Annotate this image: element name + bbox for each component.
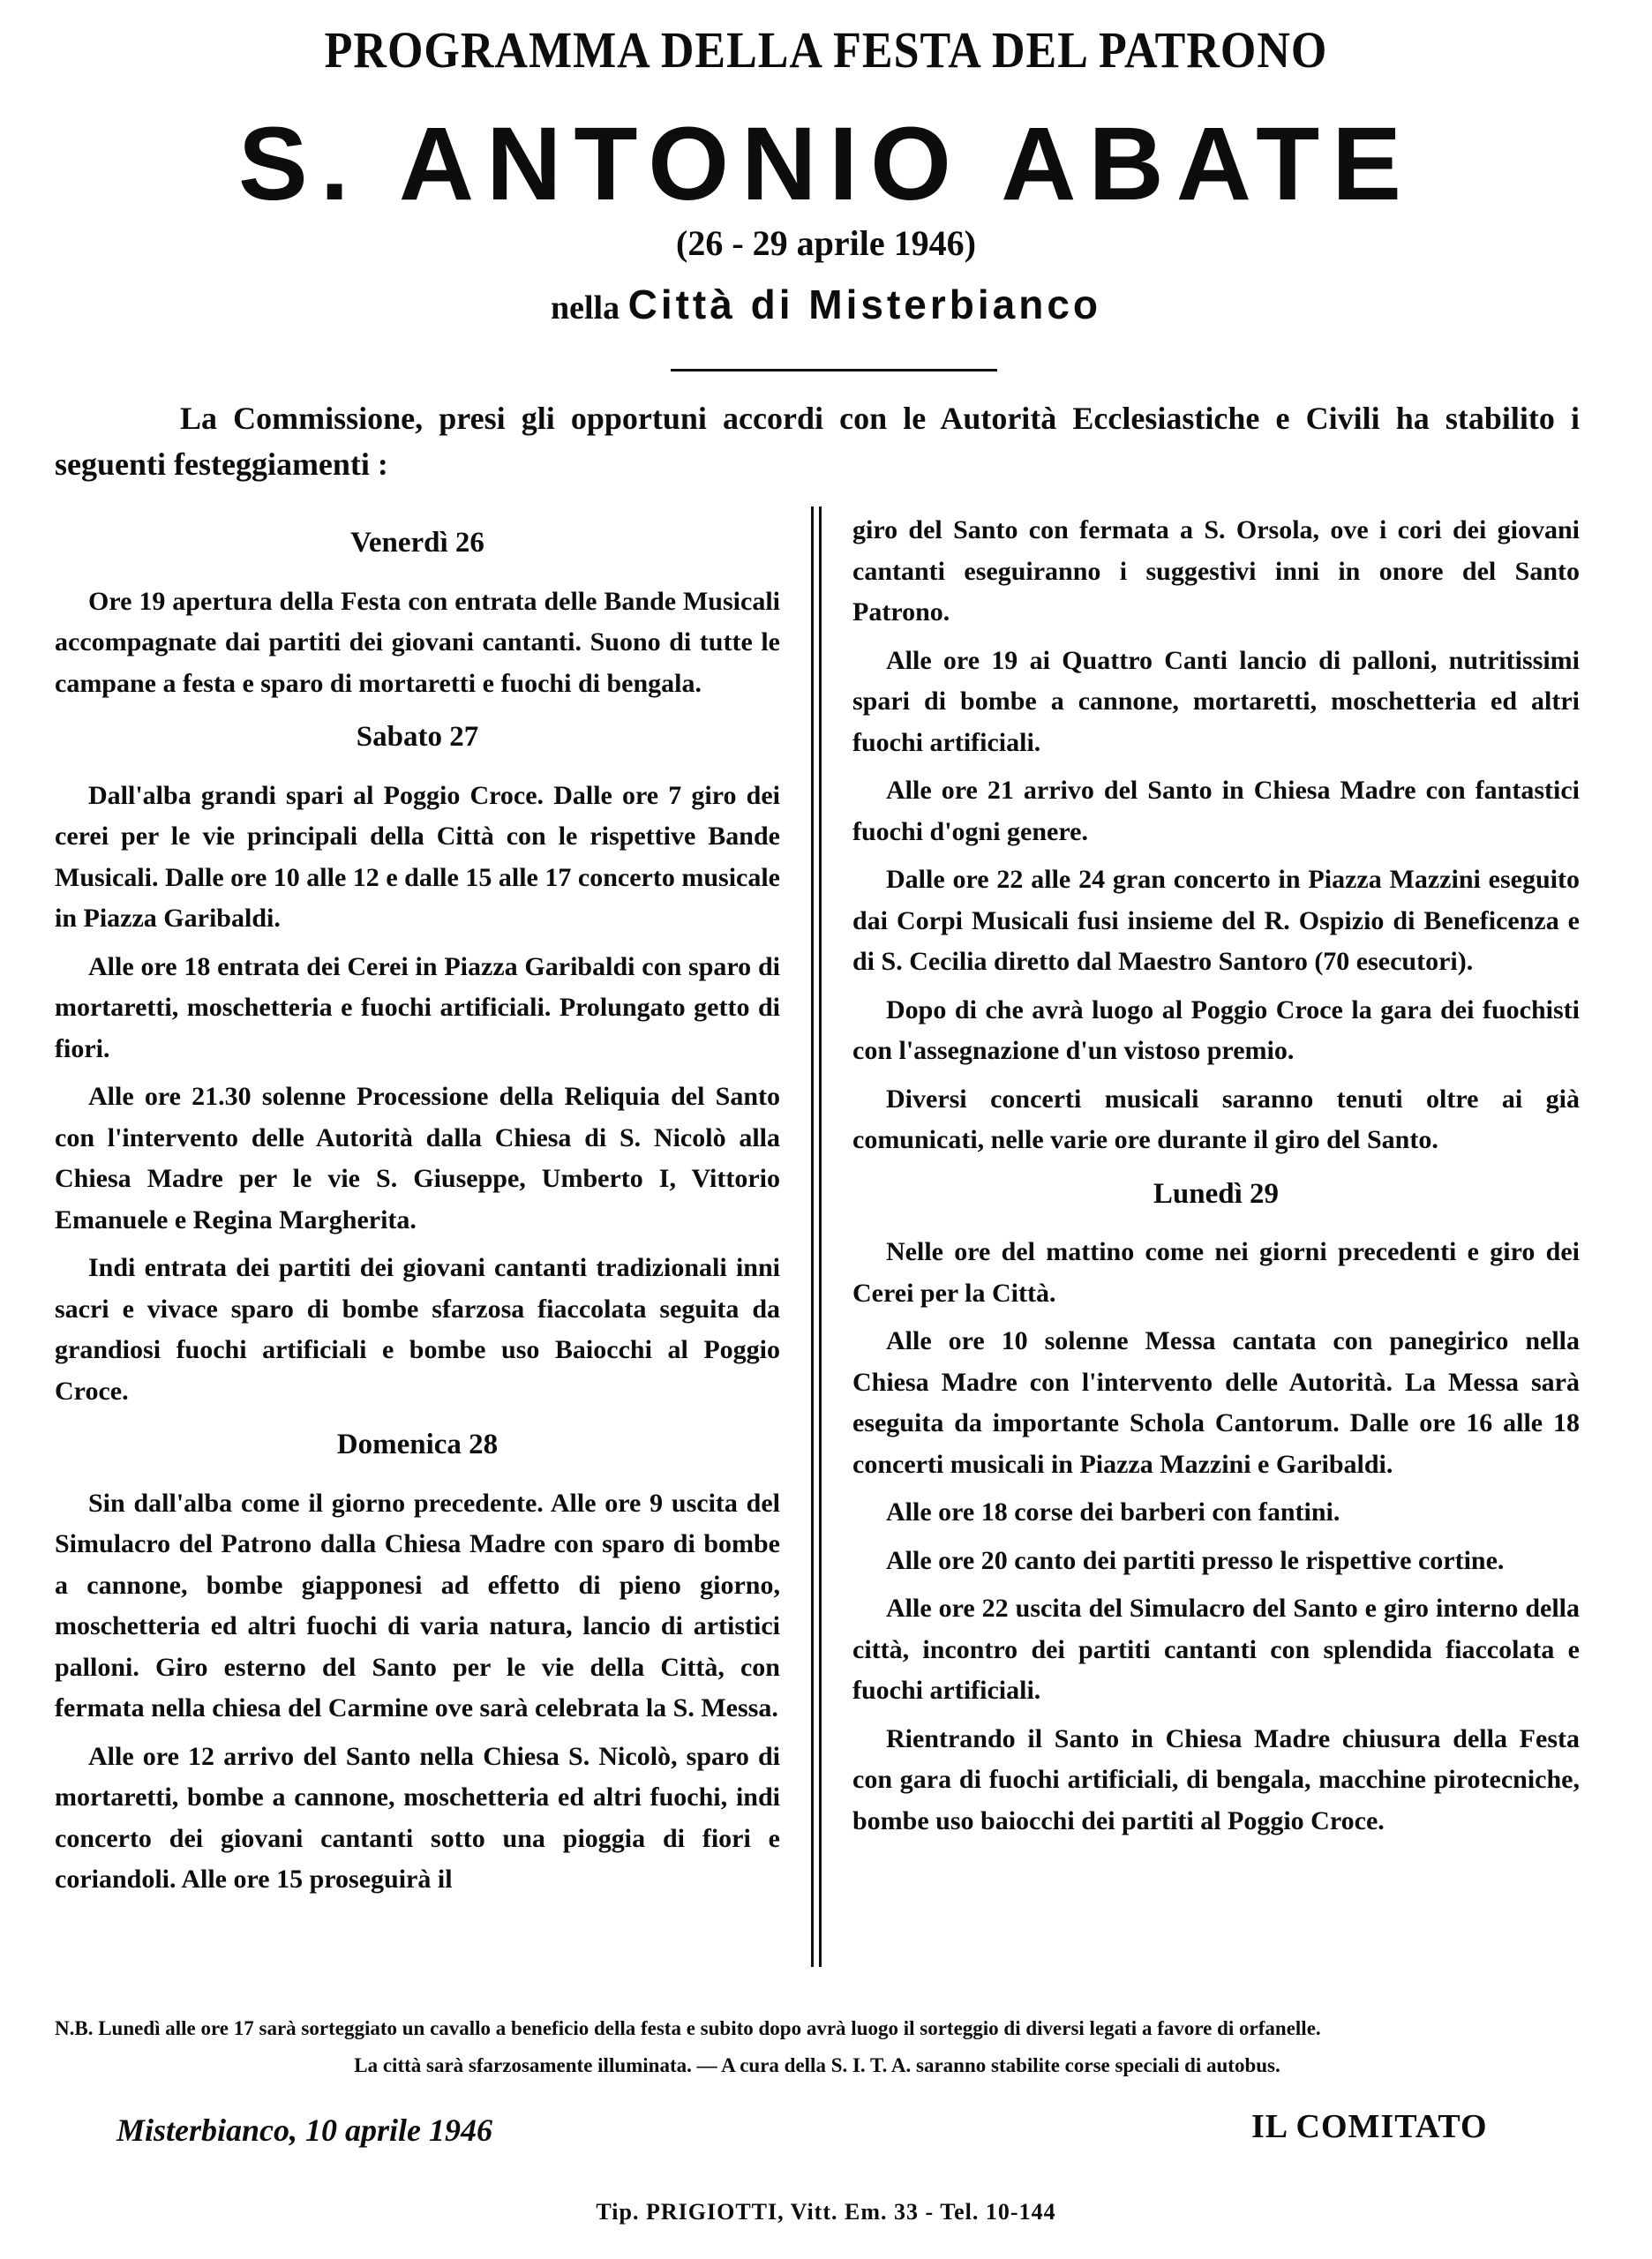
paragraph: Alle ore 22 uscita del Simulacro del Santo e giro interno della città, incontro dei partiti cantanti con splendida fiaccolata e fuochi artificiali. xyxy=(852,1594,1580,1705)
main-title: S. ANTONIO ABATE xyxy=(238,106,1414,222)
paragraph: Ore 19 apertura della Festa con entrata delle Bande Musicali accompagnate dai partiti dei giovani cantanti. Suono di tutte le campane a festa e sparo di mortaretti e fuochi di bengala. xyxy=(55,586,780,698)
city-prefix: nella xyxy=(550,289,620,326)
footnote-line-1: N.B. Lunedì alle ore 17 sarà sorteggiato un cavallo a beneficio della festa e subito dopo avrà luogo il sorteggio di diversi legati a favore di orfanelle. xyxy=(55,2017,1321,2039)
day-heading-sabato: Sabato 27 xyxy=(356,721,479,753)
paragraph: Alle ore 10 solenne Messa cantata con panegirico nella Chiesa Madre con l'intervento delle Autorità. La Messa sarà eseguita da importante Schola Cantorum. Dalle ore 16 alle 18 concerti musicali in Piazza Mazzini e Garibaldi. xyxy=(852,1326,1580,1479)
paragraph: Dalle ore 22 alle 24 gran concerto in Piazza Mazzini eseguito dai Corpi Musicali fusi insieme del R. Ospizio di Beneficenza e di S. Cecilia diretto dal Maestro Santoro (70 esecutori). xyxy=(852,865,1580,976)
column-divider-double xyxy=(819,507,822,1967)
paragraph: Alle ore 18 corse dei barberi con fantini. xyxy=(886,1497,1340,1527)
signature: IL COMITATO xyxy=(1251,2108,1488,2145)
paragraph: Dall'alba grandi spari al Poggio Croce. Dalle ore 7 giro dei cerei per le vie principali della Città con le rispettive Bande Musicali. Dalle ore 10 alle 12 e dalle 15 alle 17 concerto musicale in Piazza Garibaldi. xyxy=(55,780,780,933)
paragraph: Rientrando il Santo in Chiesa Madre chiusura della Festa con gara di fuochi artificiali, di bengala, macchine pirotecniche, bombe uso baiocchi dei partiti al Poggio Croce. xyxy=(852,1723,1580,1835)
festival-dates: (26 - 29 aprile 1946) xyxy=(676,223,976,263)
left-column xyxy=(55,510,780,1908)
paragraph-continued: giro del Santo con fermata a S. Orsola, ove i cori dei giovani cantanti eseguiranno i suggestivi inni in onore del Santo Patrono. xyxy=(852,515,1580,627)
paragraph: Diversi concerti musicali saranno tenuti oltre ai già comunicati, nelle varie ore durante il giro del Santo. xyxy=(852,1084,1580,1154)
intro-paragraph: La Commissione, presi gli opportuni accordi con le Autorità Ecclesiastiche e Civili ha stabilito i seguenti festeggiamenti : xyxy=(55,401,1580,482)
day-heading-venerdi: Venerdì 26 xyxy=(350,527,484,559)
printer-imprint: Tip. PRIGIOTTI, Vitt. Em. 33 - Tel. 10-144 xyxy=(596,2199,1056,2225)
paragraph: Alle ore 19 ai Quattro Canti lancio di palloni, nutritissimi spari di bombe a cannone, mortaretti, moschetteria ed altri fuochi artificiali. xyxy=(852,645,1580,757)
paragraph: Alle ore 21.30 solenne Processione della Reliquia del Santo con l'intervento delle Autorità dalla Chiesa di S. Nicolò alla Chiesa Madre per le vie S. Giuseppe, Umberto I, Vittorio Emanuele e Regina Margherita. xyxy=(55,1082,780,1235)
heading-program: PROGRAMMA DELLA FESTA DEL PATRONO xyxy=(324,22,1328,79)
paragraph: Indi entrata dei partiti dei giovani cantanti tradizionali inni sacri e vivace sparo di bombe sfarzosa fiaccolata seguita da grandiosi fuochi artificiali e bombe uso Baiocchi al Poggio Croce. xyxy=(55,1253,780,1406)
paragraph: Dopo di che avrà luogo al Poggio Croce la gara dei fuochisti con l'assegnazione d'un vistoso premio. xyxy=(852,994,1580,1065)
paragraph: Sin dall'alba come il giorno precedente. Alle ore 9 uscita del Simulacro del Patrono dalla Chiesa Madre con sparo di bombe a cannone, bombe giapponesi ad effetto di pieno giorno, moschetteria ed altri fuochi di varia natura, lancio di artistici palloni. Giro esterno del Santo per le vie della Città, con fermata nella chiesa del Carmine ove sarà celebrata la S. Messa. xyxy=(55,1488,780,1722)
city-name: Città di Misterbianco xyxy=(627,281,1101,327)
heading-divider xyxy=(671,369,997,371)
day-heading-domenica: Domenica 28 xyxy=(336,1429,499,1460)
place-and-date: Misterbianco, 10 aprile 1946 xyxy=(116,2113,493,2148)
footnote xyxy=(55,2010,1580,2084)
footnote-line-2: La città sarà sfarzosamente illuminata. — A cura della S. I. T. A. saranno stabilite corse speciali di autobus. xyxy=(354,2054,1280,2076)
paragraph: Alle ore 18 entrata dei Cerei in Piazza Garibaldi con sparo di mortaretti, moschetteria e fuochi artificiali. Prolungato getto di fiori. xyxy=(55,951,780,1063)
paragraph: Nelle ore del mattino come nei giorni precedenti e giro dei Cerei per la Città. xyxy=(852,1237,1580,1308)
paragraph: Alle ore 20 canto dei partiti presso le rispettive cortine. xyxy=(886,1545,1505,1575)
right-column xyxy=(852,510,1580,1849)
column-divider xyxy=(811,507,814,1967)
city-line xyxy=(0,281,1652,328)
paragraph: Alle ore 21 arrivo del Santo in Chiesa Madre con fantastici fuochi d'ogni genere. xyxy=(852,776,1580,846)
paragraph: Alle ore 12 arrivo del Santo nella Chiesa S. Nicolò, sparo di mortaretti, bombe a cannone, moschetteria ed altri fuochi, indi concerto dei giovani cantanti sotto una pioggia di fiori e coriandoli. Alle ore 15 proseguirà il xyxy=(55,1741,780,1894)
day-heading-lunedi: Lunedì 29 xyxy=(1153,1177,1280,1210)
